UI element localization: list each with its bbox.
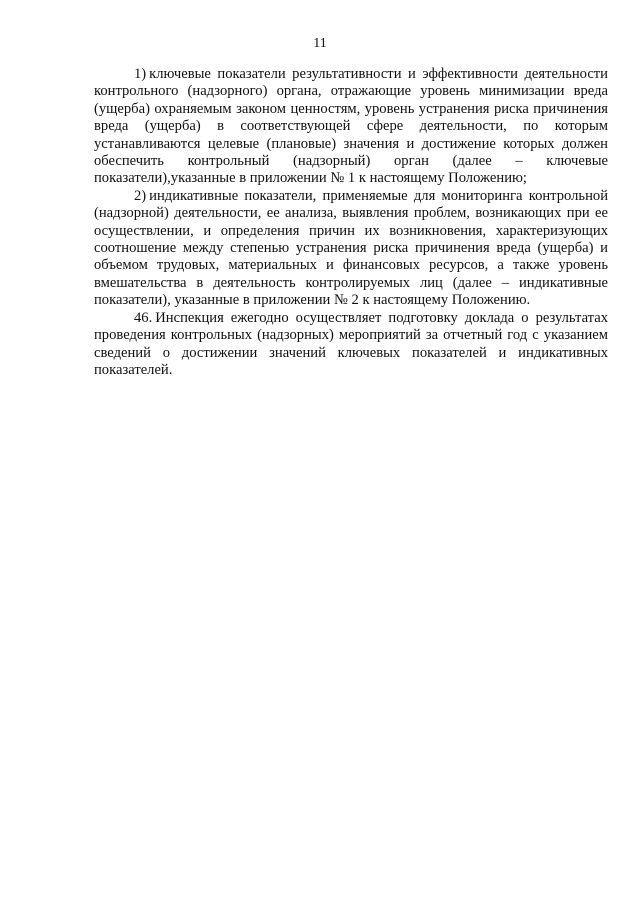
paragraph-marker: 2) xyxy=(134,187,147,204)
paragraph-text: Инспекция ежегодно осуществляет подготовку доклада о результатах проведения контрольных (надзорных) мероприятий за отчетный год с указанием сведений о достижении значений ключевых показателей и индикативных показателей. xyxy=(94,309,608,378)
paragraph-text: индикативные показатели, применяемые для мониторинга контрольной (надзорной) деятельности, ее анализа, выявления проблем, возникающих при ее осуществлении, и определения причин их возникновения, характеризующих соотношение между степенью устранения риска причинения вреда (ущерба) и объемом трудовых, материальных и финансовых ресурсов, а также уровень вмешательства в деятельность контролируемых лиц (далее – индикативные показатели), указанные в приложении № 2 к настоящему Положению. xyxy=(94,187,608,309)
page-number: 11 xyxy=(313,36,327,51)
paragraph-46-annual-report xyxy=(94,310,608,380)
paragraph-1-key-indicators xyxy=(94,66,608,188)
paragraph-marker: 46. xyxy=(134,309,153,326)
paragraph-marker: 1) xyxy=(134,66,147,82)
paragraph-text: ключевые показатели результативности и эффективности деятельности контрольного (надзорного) органа, отражающие уровень минимизации вреда (ущерба) охраняемым законом ценностям, уровень устранения риска причинения вреда (ущерба) в соответствующей сфере деятельности, по которым устанавливаются целевые (плановые) значения и достижение которых должен обеспечить контрольный (надзорный) орган (далее – ключевые показатели),указанные в приложении № 1 к настоящему Положению; xyxy=(94,66,608,187)
document-body xyxy=(94,66,608,379)
paragraph-2-indicative-indicators xyxy=(94,188,608,310)
